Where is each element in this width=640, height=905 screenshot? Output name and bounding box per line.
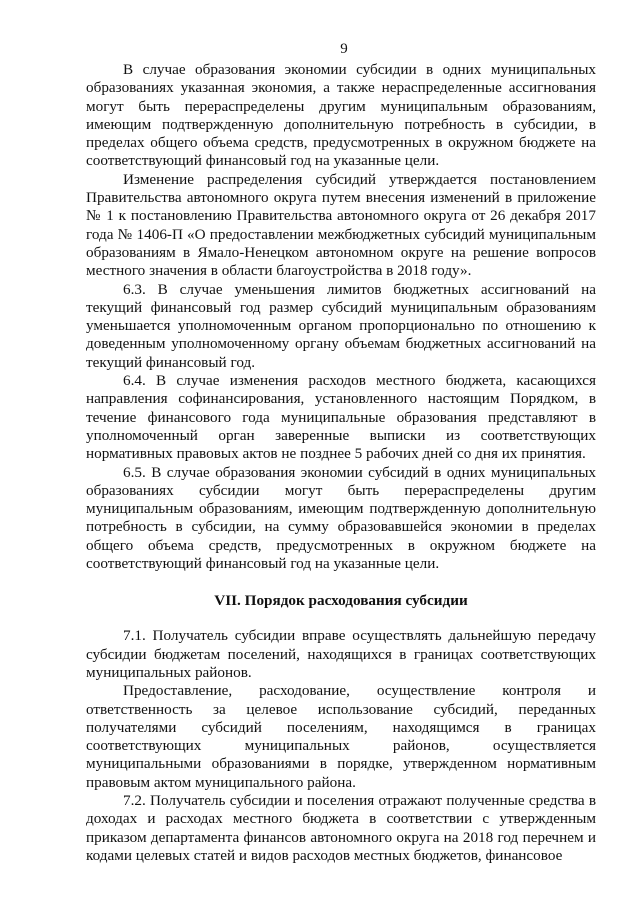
paragraph-distribution-change: Изменение распределения субсидий утверждается постановлением Правительства автономного округа путем внесения изменений в приложение № 1 к постановлению Правительства автономного округа от 26 декабря 2017 года № 1406-П «О предоставлении межбюджетных субсидий муниципальным образованиям в Ямало-Ненецком автономном округе на решение вопросов местного значения в области благоустройства в 2018 году». bbox=[86, 170, 596, 280]
paragraph-settlements-control: Предоставление, расходование, осуществление контроля и ответственность за целевое использование субсидий, переданных получателями субсидий поселениям, находящимся в границах соответствующих муниципальных районов, осуществляется муниципальными образованиями в порядке, утвержденном нормативным правовым актом муниципального района. bbox=[86, 682, 596, 791]
paragraph-savings-redistribution: В случае образования экономии субсидии в одних муниципальных образованиях указанная экономия, а также нераспределенные ассигнования могут быть перераспределены другим муниципальным образованиям, имеющим подтвержденную дополнительную потребность в субсидии, в пределах общего объема средств, предусмотренных в окружном бюджете на соответствующий финансовый год на указанные цели. bbox=[86, 61, 596, 170]
paragraph-7-2: 7.2. Получатель субсидии и поселения отражают полученные средства в доходах и расходах местного бюджета в соответствии с утвержденным приказом департамента финансов автономного округа на 2018 год перечнем и кодами целевых статей и видов расходов местных бюджетов, финансовое bbox=[86, 791, 596, 864]
paragraph-6-3: 6.3. В случае уменьшения лимитов бюджетных ассигнований на текущий финансовый год размер субсидий муниципальным образованиям уменьшается уполномоченным органом пропорционально по отношению к доведенным уполномоченному органу объемам бюджетных ассигнований на текущий финансовый год. bbox=[86, 280, 596, 371]
paragraph-6-5: 6.5. В случае образования экономии субсидий в одних муниципальных образованиях субсидии могут быть перераспределены другим муниципальным образованиям, имеющим подтвержденную дополнительную потребность в субсидии, на сумму образовавшейся экономии в пределах общего объема средств, предусмотренных в окружном бюджете на соответствующий финансовый год на указанные цели. bbox=[86, 463, 596, 573]
page-number: 9 bbox=[340, 41, 348, 57]
section-heading: VII. Порядок расходования субсидии bbox=[214, 592, 468, 610]
paragraph-7-1: 7.1. Получатель субсидии вправе осуществлять дальнейшую передачу субсидии бюджетам поселений, находящихся в границах соответствующих муниципальных районов. bbox=[86, 627, 596, 681]
document-page bbox=[86, 40, 596, 865]
paragraph-6-4: 6.4. В случае изменения расходов местного бюджета, касающихся направления софинансирования, установленного настоящим Порядком, в течение финансового года муниципальные образования представляют в уполномоченный орган заверенные выписки из соответствующих нормативных правовых актов не позднее 5 рабочих дней со дня их принятия. bbox=[86, 372, 596, 463]
